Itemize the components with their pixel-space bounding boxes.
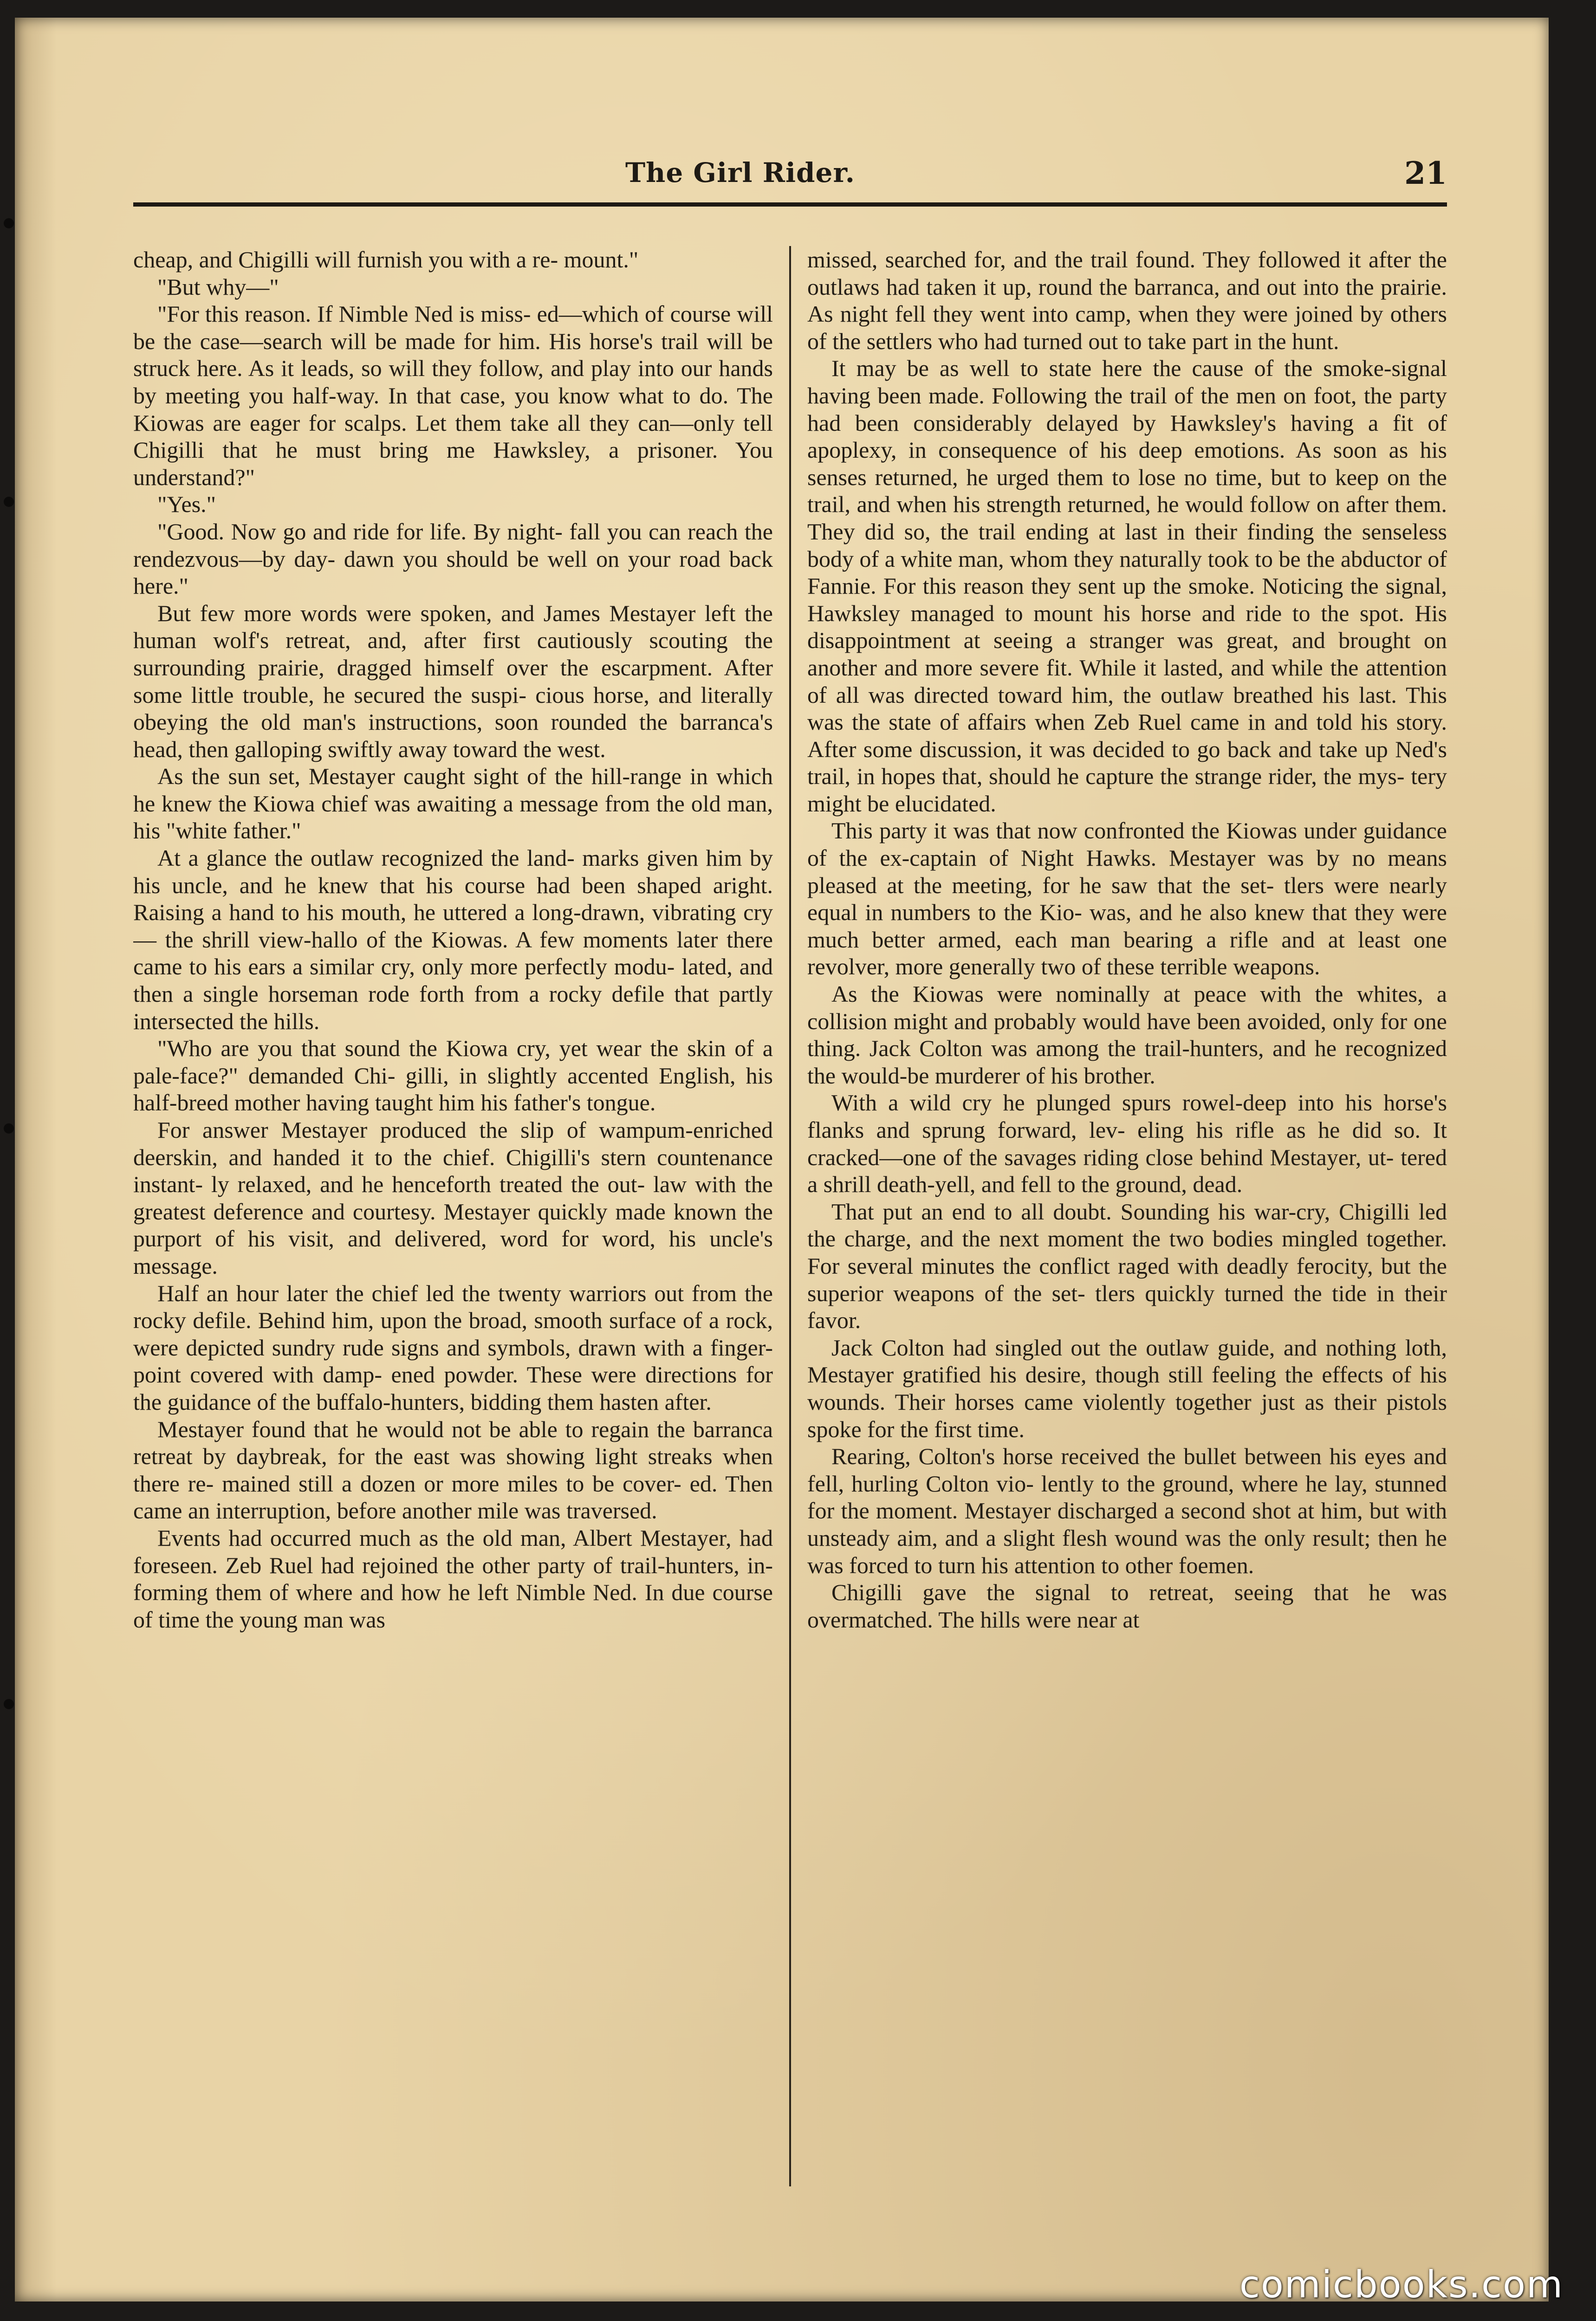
paragraph: Events had occurred much as the old man, Albert Mestayer, had foreseen. Zeb Ruel had rejoined the other party of trail-hunters, in- forming them of where and how he left Nimble Ned. In due course of time the young man was <box>133 1524 773 1633</box>
paragraph: Rearing, Colton's horse received the bullet between his eyes and fell, hurling Colton vio- lently to the ground, where he lay, stunned for the moment. Mestayer discharged a second shot at him, but with unsteady aim, and a slight flesh wound was the only result; then he was forced to turn his attention to other foemen. <box>807 1443 1447 1578</box>
paragraph: "Who are you that sound the Kiowa cry, yet wear the skin of a pale-face?" demanded Chi- gilli, in slightly accented English, his half-breed mother having taught him his father's tongue. <box>133 1035 773 1116</box>
paragraph: "For this reason. If Nimble Ned is miss- ed—which of course will be the case—search will be made for him. His horse's trail will be struck here. As it leads, so will they follow, and play into our hands by meeting you half-way. In that case, you know what to do. The Kiowas are eager for scalps. Let them take all they can—only tell Chigilli that he must bring me Hawksley, a prisoner. You understand?" <box>133 301 773 490</box>
binding-hole <box>4 1699 14 1709</box>
page-content <box>133 18 1447 2292</box>
book-page <box>15 18 1549 2302</box>
paragraph: For answer Mestayer produced the slip of wampum-enriched deerskin, and handed it to the chief. Chigilli's stern countenance instant- ly relaxed, and he henceforth treated the out- law with the greatest deference and courtesy. Mestayer quickly made known the purport of his visit, and delivered, word for word, his uncle's message. <box>133 1117 773 1279</box>
paragraph: It may be as well to state here the cause of the smoke-signal having been made. Following the trail of the men on foot, the party had been considerably delayed by Hawksley's having a fit of apoplexy, in consequence of his deep emotions. As soon as his senses returned, he urged them to lose no time, but to keep on the trail, and when his strength returned, he would follow on after them. They did so, the trail ending at last in their finding the senseless body of a white man, whom they naturally took to be the abductor of Fannie. For this reason they sent up the smoke. Noticing the signal, Hawksley managed to mount his horse and ride to the spot. His disappointment at seeing a stranger was great, and brought on another and more severe fit. While it lasted, and while the attention of all was directed toward him, the outlaw breathed his last. This was the state of affairs when Zeb Ruel came in and told his story. After some discussion, it was decided to go back and take up Ned's trail, in hopes that, should he capture the strange rider, the mys- tery might be elucidated. <box>807 355 1447 817</box>
paragraph: missed, searched for, and the trail found. They followed it after the outlaws had taken it up, round the barranca, and out into the prairie. As night fell they went into camp, when they were joined by others of the settlers who had turned out to take part in the hunt. <box>807 246 1447 354</box>
paragraph: Half an hour later the chief led the twenty warriors out from the rocky defile. Behind him, upon the broad, smooth surface of a rock, were depicted sundry rude signs and symbols, drawn with a finger-point covered with damp- ened powder. These were directions for the guidance of the buffalo-hunters, bidding them hasten after. <box>133 1280 773 1415</box>
paragraph: But few more words were spoken, and James Mestayer left the human wolf's retreat, and, after first cautiously scouting the surrounding prairie, dragged himself over the escarpment. After some little trouble, he secured the suspi- cious horse, and literally obeying the old man's instructions, soon rounded the barranca's head, then galloping swiftly away toward the west. <box>133 600 773 762</box>
paragraph: Mestayer found that he would not be able to regain the barranca retreat by daybreak, for the east was showing light streaks when there re- mained still a dozen or more miles to be cover- ed. Then came an interruption, before another mile was traversed. <box>133 1416 773 1524</box>
header-rule <box>133 202 1447 207</box>
column-divider <box>789 246 791 2186</box>
paragraph: "Yes." <box>157 491 216 518</box>
paragraph: As the sun set, Mestayer caught sight of the hill-range in which he knew the Kiowa chief was awaiting a message from the old man, his "white father." <box>133 763 773 844</box>
watermark: comicbooks.com <box>1239 2263 1564 2306</box>
binding-hole <box>4 1123 14 1134</box>
paragraph: This party it was that now confronted the Kiowas under guidance of the ex-captain of Night Hawks. Mestayer was by no means pleased at the meeting, for he saw that the set- tlers were nearly equal in numbers to the Kio- was, and he also knew that they were much better armed, each man bearing a rifle and at least one revolver, more generally two of these terrible weapons. <box>807 817 1447 980</box>
running-title: The Girl Rider. <box>625 157 855 188</box>
paragraph: Chigilli gave the signal to retreat, seeing that he was overmatched. The hills were near at <box>807 1579 1447 1633</box>
paragraph: "Good. Now go and ride for life. By night- fall you can reach the rendezvous—by day- dawn you should be well on your road back here." <box>133 518 773 599</box>
paragraph: Jack Colton had singled out the outlaw guide, and nothing loth, Mestayer gratified his desire, though still feeling the effects of his wounds. Their horses came violently together just as their pistols spoke for the first time. <box>807 1334 1447 1442</box>
text-column-left <box>133 246 773 2186</box>
binding-hole <box>4 497 14 507</box>
paragraph: cheap, and Chigilli will furnish you with a re- mount." <box>133 246 639 272</box>
paragraph: As the Kiowas were nominally at peace with the whites, a collision might and probably would have been avoided, only for one thing. Jack Colton was among the trail-hunters, and he recognized the would-be murderer of his brother. <box>807 981 1447 1089</box>
text-column-right <box>807 246 1447 2186</box>
paragraph: That put an end to all doubt. Sounding his war-cry, Chigilli led the charge, and the next moment the two bodies mingled together. For several minutes the conflict raged with deadly ferocity, but the superior weapons of the set- tlers quickly turned the tide in their favor. <box>807 1198 1447 1334</box>
binding-hole <box>4 218 14 228</box>
paragraph: With a wild cry he plunged spurs rowel-deep into his horse's flanks and sprung forward, lev- eling his rifle as he did so. It cracked—one of the savages riding close behind Mestayer, ut- tered a shrill death-yell, and fell to the ground, dead. <box>807 1089 1447 1198</box>
paragraph: "But why—" <box>157 273 279 300</box>
paragraph: At a glance the outlaw recognized the land- marks given him by his uncle, and he knew that his course had been shaped aright. Raising a hand to his mouth, he uttered a long-drawn, vibrating cry — the shrill view-hallo of the Kiowas. A few moments later there came to his ears a similar cry, only more perfectly modu- lated, and then a single horseman rode forth from a rocky defile that partly intersected the hills. <box>133 845 773 1034</box>
page-number: 21 <box>1404 155 1447 191</box>
